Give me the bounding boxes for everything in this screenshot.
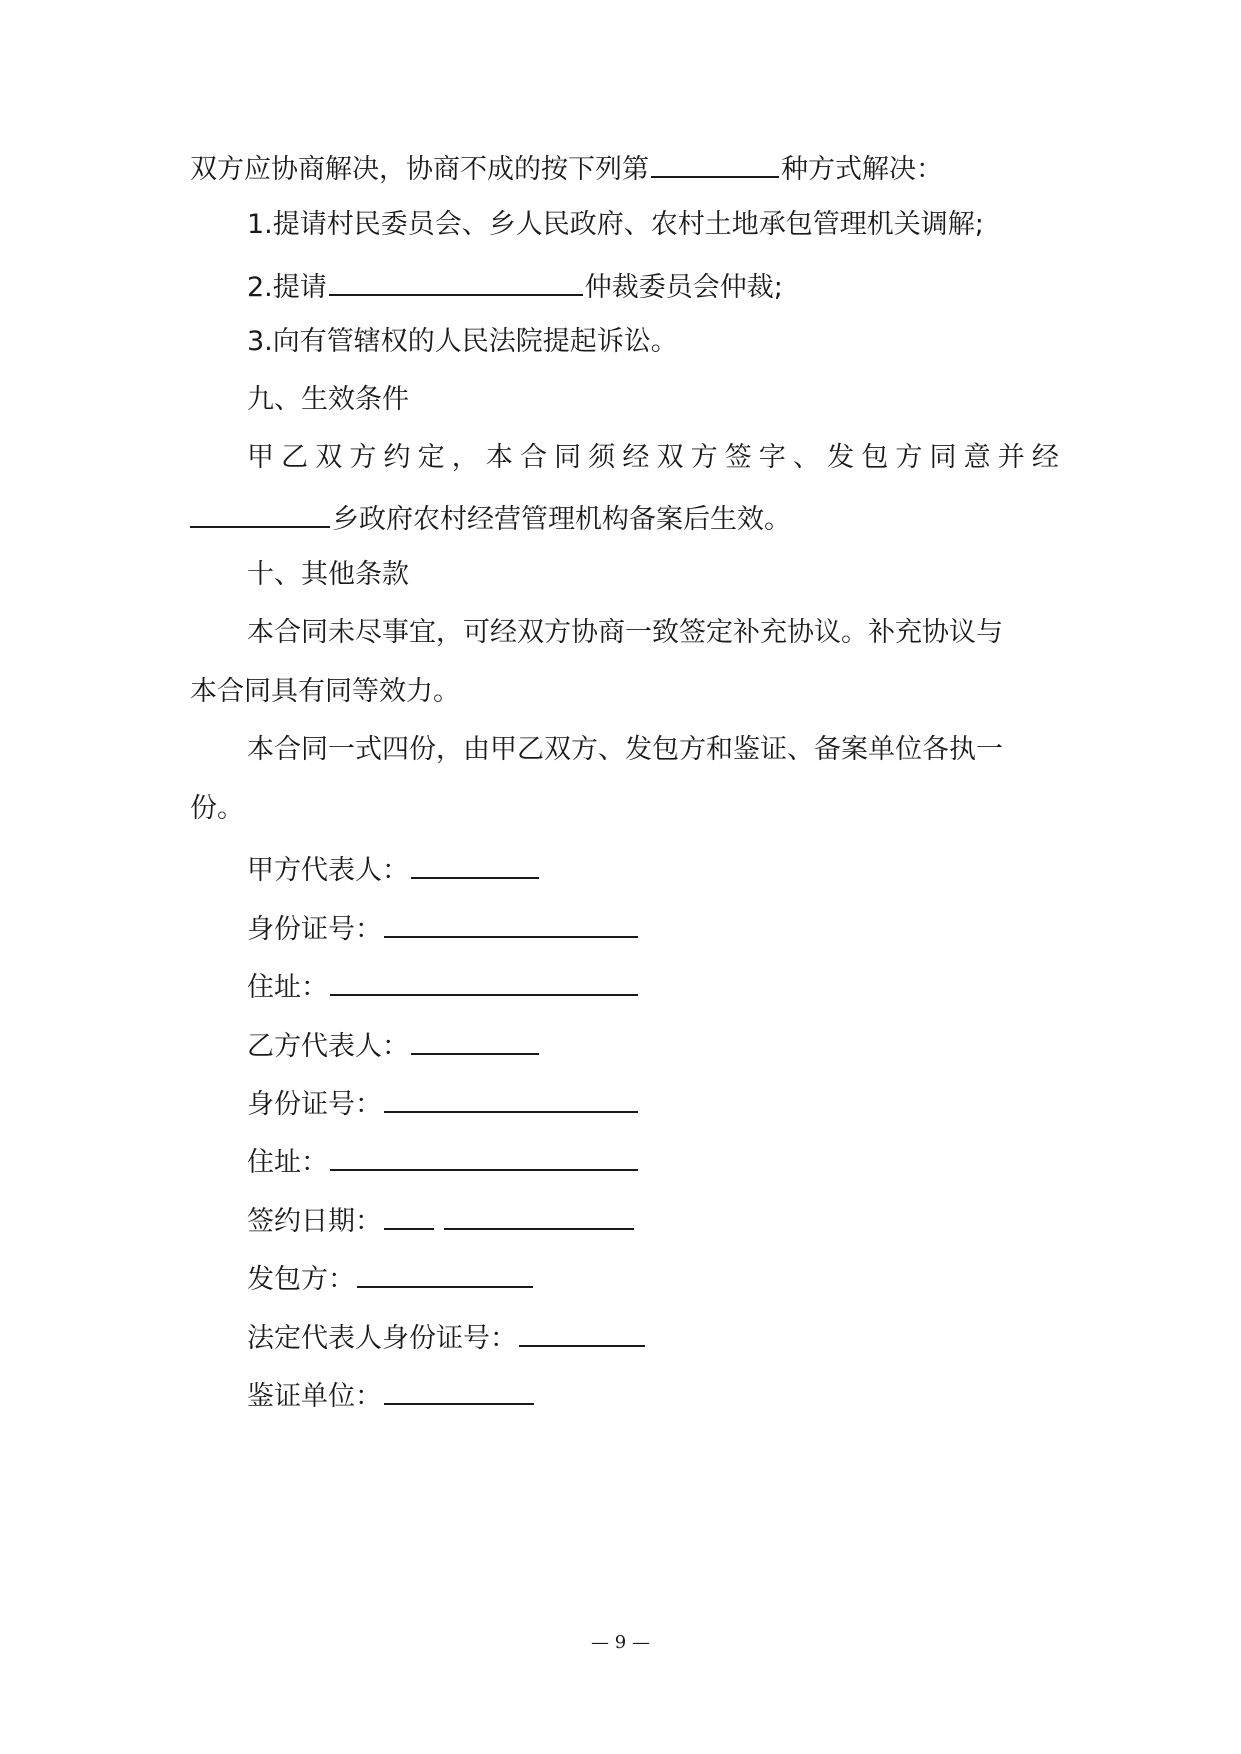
fill-blank [444,1198,634,1230]
char: ， [451,442,479,473]
field-sign-date [247,1198,1117,1242]
paragraph-effective-conditions [247,438,1059,478]
field-label: 发包方： [247,1264,355,1295]
paragraph-copies-cont: 份。 [190,793,244,824]
char: 须 [588,442,616,473]
char: 双 [656,442,684,473]
list-item-arbitration [247,264,1117,308]
char: 包 [861,442,889,473]
field-party-b-representative [247,1023,1117,1067]
fill-blank [330,1139,638,1171]
char: 约 [383,442,411,473]
section-title-effective-conditions: 九、生效条件 [247,384,409,415]
field-label: 身份证号： [247,914,382,945]
fill-blank [330,964,638,996]
paragraph-supplementary: 本合同未尽事宜，可经双方协商一致签定补充协议。补充协议与 [247,617,1003,648]
fill-blank [357,1256,533,1288]
fill-blank [651,146,779,178]
field-contractor [247,1256,1117,1300]
field-party-b-id [247,1081,1117,1125]
char: 合 [520,442,547,473]
field-label: 鉴证单位： [247,1381,382,1412]
field-label: 甲方代表人： [247,855,409,886]
char: 甲 [247,442,274,473]
field-label: 身份证号： [247,1089,382,1120]
field-label: 住址： [247,972,328,1003]
char: 、 [793,442,820,473]
text: 仲裁委员会仲裁; [584,272,783,303]
list-item-mediation: 1.提请村民委员会、乡人民政府、农村土地承包管理机关调解; [247,209,984,240]
field-party-a-representative [247,847,1117,891]
paragraph-dispute-resolution [190,146,1060,190]
fill-blank [384,1373,534,1405]
page-number: — 9 — [591,1632,650,1653]
fill-blank [411,847,539,879]
fill-blank [384,1198,434,1230]
char: 方 [349,442,377,473]
char: 发 [827,442,855,473]
char: 乙 [281,442,309,473]
fill-blank [190,496,330,528]
char: 经 [622,442,650,473]
text: 种方式解决： [781,154,943,185]
char: 签 [724,442,752,473]
char: 同 [929,442,957,473]
char: 同 [554,442,582,473]
field-party-a-id [247,906,1117,950]
paragraph-copies: 本合同一式四份，由甲乙双方、发包方和鉴证、备案单位各执一 [247,734,1003,765]
field-label: 签约日期： [247,1206,382,1237]
char: 经 [1031,442,1059,473]
char: 方 [895,442,923,473]
field-party-a-address [247,964,1117,1008]
section-title-other-terms: 十、其他条款 [247,559,409,590]
field-party-b-address [247,1139,1117,1183]
char: 定 [417,442,445,473]
field-verifier [247,1373,1117,1417]
paragraph-supplementary-cont: 本合同具有同等效力。 [190,676,460,707]
fill-blank [384,906,638,938]
field-legal-rep-id [247,1315,1117,1359]
char: 双 [315,442,343,473]
text: 双方应协商解决，协商不成的按下列第 [190,154,649,185]
list-item-litigation: 3.向有管辖权的人民法院提起诉讼。 [247,326,678,357]
fill-blank [519,1315,645,1347]
char: 方 [690,442,718,473]
text: 乡政府农村经营管理机构备案后生效。 [332,504,791,535]
paragraph-effective-conditions-cont [190,496,1060,540]
field-label: 住址： [247,1147,328,1178]
char: 字 [758,442,786,473]
field-label: 法定代表人身份证号： [247,1323,517,1354]
char: 并 [997,442,1025,473]
char: 本 [485,442,513,473]
text: 2.提请 [247,272,327,303]
field-label: 乙方代表人： [247,1031,409,1062]
fill-blank [384,1081,638,1113]
fill-blank [411,1023,539,1055]
char: 意 [963,442,991,473]
fill-blank [329,264,583,296]
